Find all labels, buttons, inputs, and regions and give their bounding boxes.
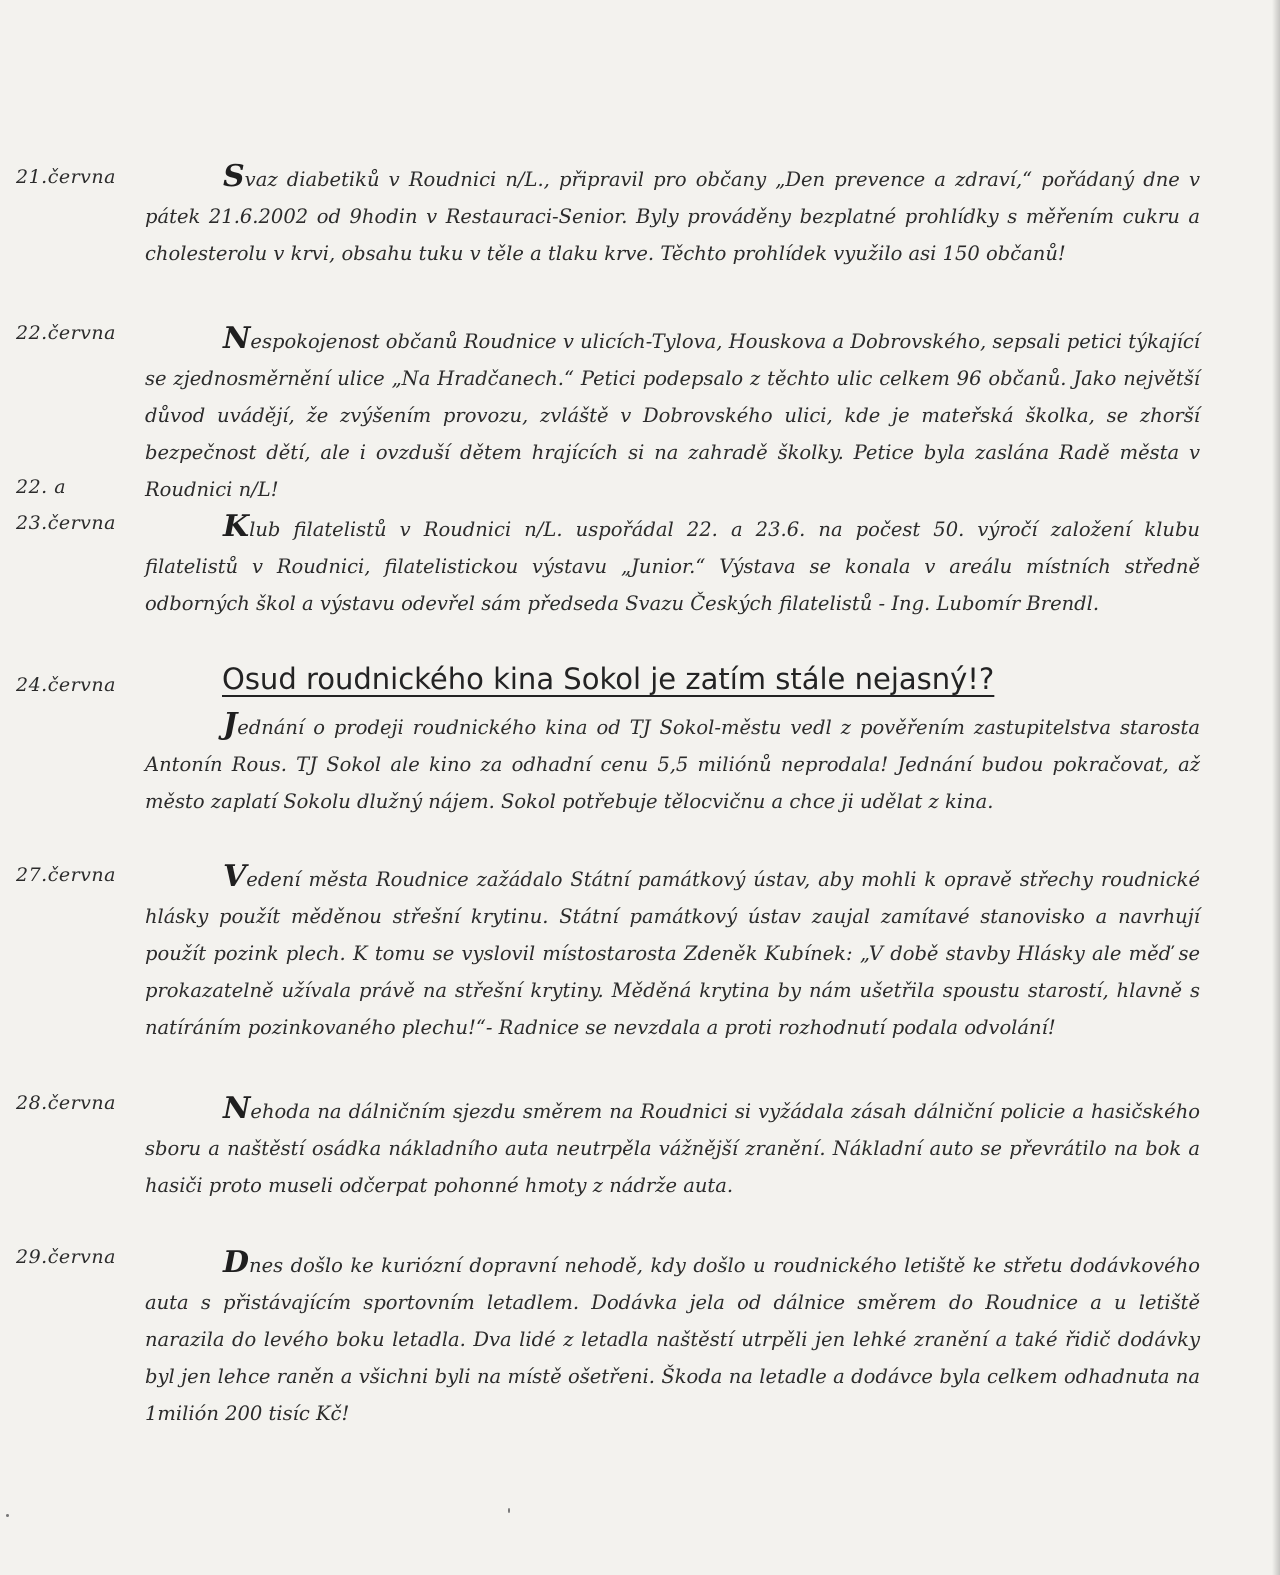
entry-date: 28.června [16,1092,116,1114]
entry-date: 24.června [16,674,116,696]
entry-text: Dnes došlo ke kuriózní dopravní nehodě, kdy došlo u roudnického letiště ke střetu dodávkového auta s přistávajícím sportovním letadlem. Dodávka jela od dálnice směrem do Roudnice a u letiště narazila do levého boku letadla. Dva lidé z letadla naštěstí utrpěli jen lehké zranění a také řidič dodávky byl jen lehce raněn a všichni byli na místě ošetřeni. Škoda na letadle a dodávce byla celkem odhadnuta na 1milión 200 tisíc Kč! [145,1245,1200,1425]
paper-speck [6,1514,9,1517]
entry-text: Nespokojenost občanů Roudnice v ulicích-Tylova, Houskova a Dobrovského, sepsali petici týkající se zjednosměrnění ulice „Na Hradčanech.“ Petici podepsalo z těchto ulic celkem 96 občanů. Jako největší důvod uvádějí, že zvýšením provozu, zvláště v Dobrovského ulici, kde je mateřská školka, se zhorší bezpečnost dětí, ale i ovzduší dětem hrajících si na zahradě školky. Petice byla zaslána Radě města v Roudnici n/L! [145,321,1200,501]
entry-text: Vedení města Roudnice zažádalo Státní památkový ústav, aby mohli k opravě střechy roudnické hlásky použít měděnou střešní krytinu. Státní památkový ústav zaujal zamítavé stanovisko a navrhují použít pozink plech. K tomu se vyslovil místostarosta Zdeněk Kubínek: „V době stavby Hlásky ale měď se prokazatelně užívala právě na střešní krytiny. Měděná krytina by nám ušetřila spoustu starostí, hlavně s natíráním pozinkovaného plechu!“- Radnice se nevzdala a proti rozhodnutí podala odvolání! [145,859,1200,1039]
paper-speck [508,1508,510,1513]
entry-date: 23.června [16,512,116,534]
article-headline: Osud roudnického kina Sokol je zatím stále nejasný!? [222,662,995,696]
entry-date-prefix: 22. a [16,476,67,498]
entry-text: Klub filatelistů v Roudnici n/L. uspořádal 22. a 23.6. na počest 50. výročí založení klubu filatelistů v Roudnici, filatelistickou výstavu „Junior.“ Výstava se konala v areálu místních středně odborných škol a výstavu odevřel sám předseda Svazu Českých filatelistů - Ing. Lubomír Brendl. [145,509,1200,615]
entry-date: 29.června [16,1246,116,1268]
entry-date: 22.června [16,322,116,344]
entry-text: Nehoda na dálničním sjezdu směrem na Roudnici si vyžádala zásah dálniční policie a hasičského sboru a naštěstí osádka nákladního auta neutrpěla vážnější zranění. Nákladní auto se převrátilo na bok a hasiči proto museli odčerpat pohonné hmoty z nádrže auta. [145,1091,1200,1197]
entry-date: 27.června [16,864,116,886]
entry-date: 21.června [16,166,116,188]
entry-text: Svaz diabetiků v Roudnici n/L., připravil pro občany „Den prevence a zdraví,“ pořádaný dne v pátek 21.6.2002 od 9hodin v Restauraci-Senior. Byly prováděny bezplatné prohlídky s měřením cukru a cholesterolu v krvi, obsahu tuku v těle a tlaku krve. Těchto prohlídek využilo asi 150 občanů! [145,159,1200,265]
entry-text: Jednání o prodeji roudnického kina od TJ Sokol-městu vedl z pověřením zastupitelstva starosta Antonín Rous. TJ Sokol ale kino za odhadní cenu 5,5 miliónů neprodala! Jednání budou pokračovat, až město zaplatí Sokolu dlužný nájem. Sokol potřebuje tělocvičnu a chce ji udělat z kina. [145,707,1200,813]
